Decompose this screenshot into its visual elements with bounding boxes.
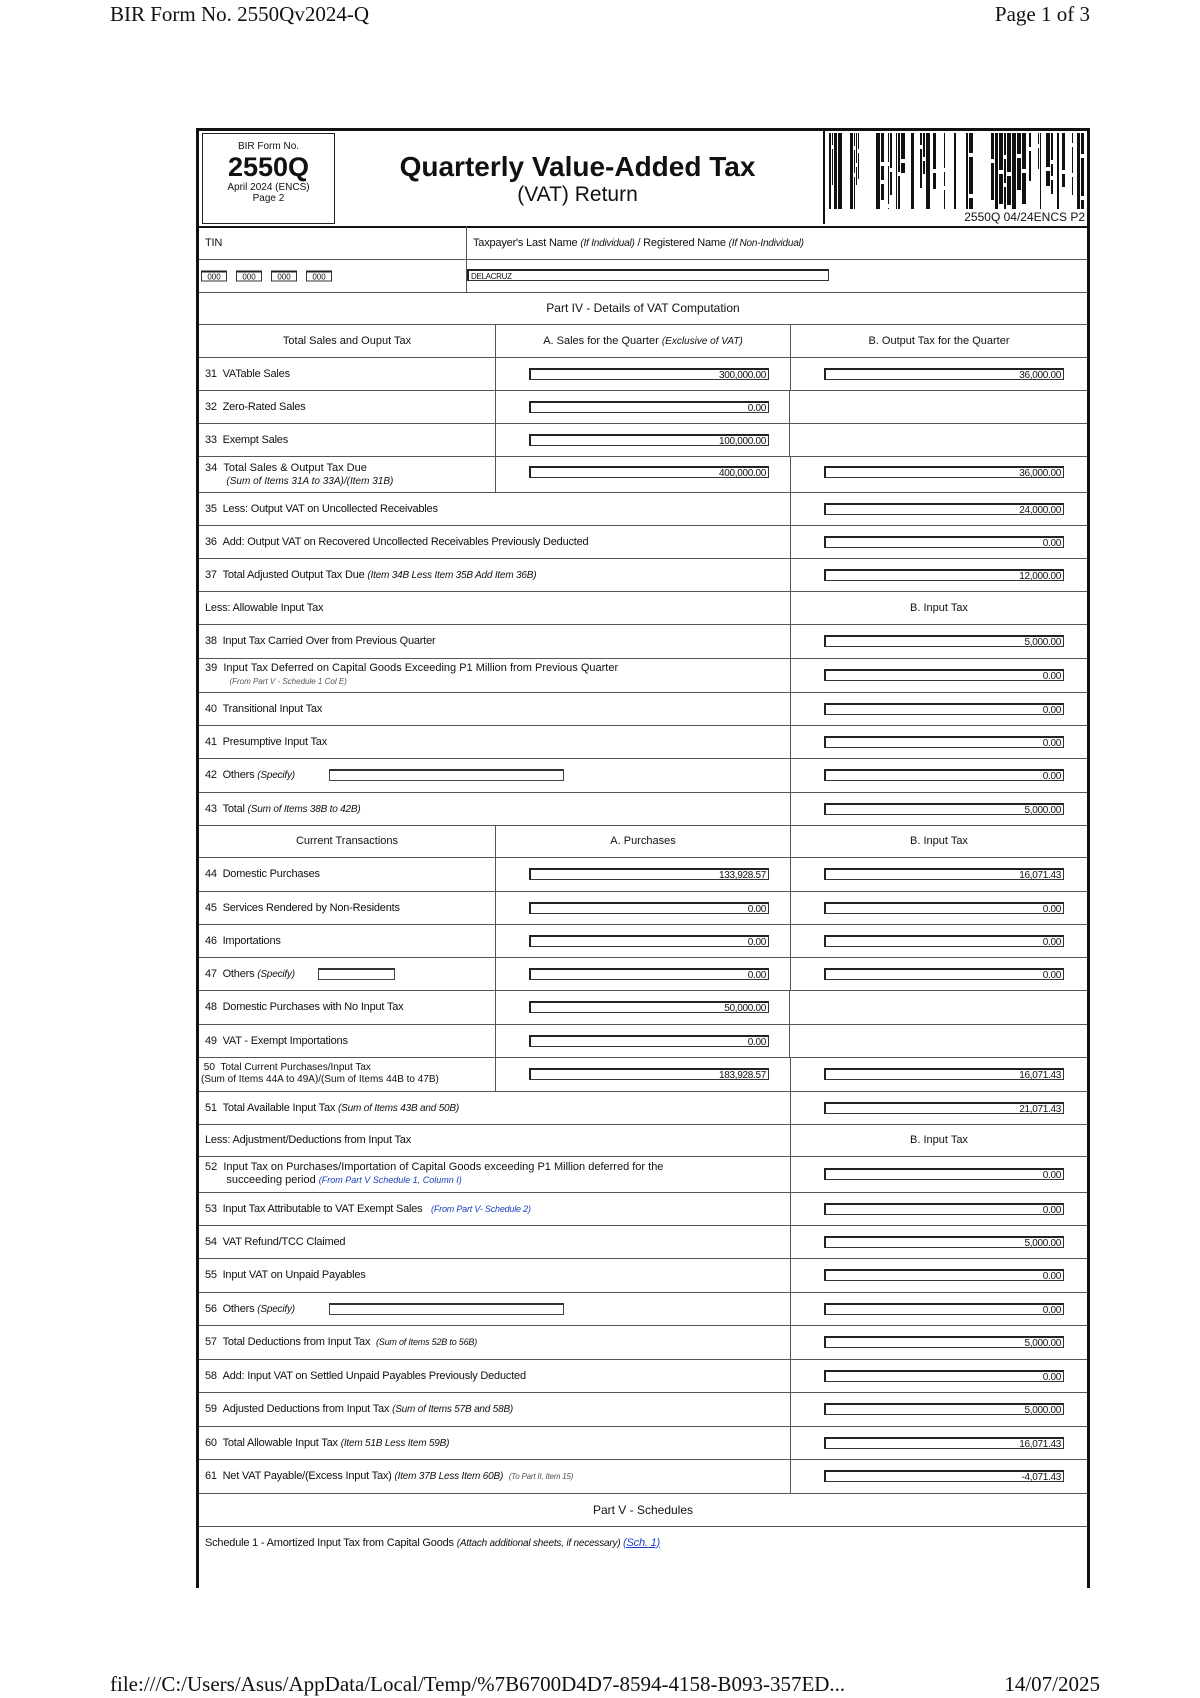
item-60-no: 60 — [205, 1436, 217, 1449]
item-45-row — [199, 891, 1087, 925]
item-48-label — [205, 1001, 403, 1013]
item-56-label — [205, 1303, 295, 1315]
item-38-row — [199, 624, 1087, 659]
item-33-text: Exempt Sales — [222, 433, 289, 446]
item-52-text2: succeeding period — [226, 1174, 319, 1186]
item-58b-field[interactable]: 0.00 — [824, 1370, 1064, 1382]
page-number: Page 1 of 3 — [994, 2, 1090, 26]
item-50-row — [199, 1057, 1087, 1092]
item-37-row — [199, 558, 1087, 592]
item-51b-field[interactable]: 21,071.43 — [824, 1102, 1064, 1114]
allowable-header-row — [199, 591, 1087, 625]
item-56b-field[interactable]: 0.00 — [824, 1303, 1064, 1315]
item-36-row — [199, 525, 1087, 559]
item-36-no: 36 — [205, 535, 217, 548]
item-60-text: Total Allowable Input Tax — [222, 1436, 341, 1449]
file-path: file:///C:/Users/Asus/AppData/Local/Temp/%7B6700D4D7-8594-4158-B093-357ED... — [110, 1672, 846, 1696]
item-39-no: 39 — [205, 662, 218, 674]
item-61-sub: (Item 37B Less Item 60B) — [394, 1471, 504, 1482]
item-46-no: 46 — [205, 934, 217, 947]
item-32-label — [205, 401, 306, 413]
item-46-row — [199, 924, 1087, 958]
item-57-sub: (Sum of Items 52B to 56B) — [375, 1337, 478, 1347]
item-50a-field[interactable]: 183,928.57 — [529, 1068, 769, 1080]
schedule1-link[interactable]: (Sch. 1) — [623, 1536, 660, 1549]
item-47-text: Others — [222, 967, 258, 980]
item-39b-field[interactable]: 0.00 — [824, 669, 1064, 681]
item-44-row — [199, 857, 1087, 892]
item-59-text: Adjusted Deductions from Input Tax — [222, 1403, 393, 1415]
item-57-no: 57 — [205, 1336, 217, 1348]
name-label-c: / Registered Name — [634, 236, 729, 249]
item-31a-field[interactable]: 300,000.00 — [529, 368, 769, 380]
item-40-no: 40 — [205, 702, 217, 715]
item-57-text: Total Deductions from Input Tax — [222, 1336, 374, 1348]
form-edition: April 2024 (ENCS) — [227, 182, 310, 193]
item-59-sub: (Sum of Items 57B and 58B) — [392, 1404, 514, 1415]
item-53-text: Input Tax Attributable to VAT Exempt Sales — [222, 1202, 426, 1215]
form-title: Quarterly Value-Added Tax — [399, 151, 756, 182]
item-35-label — [205, 503, 438, 515]
item-36-label — [205, 536, 588, 548]
item-50-text: Total Current Purchases/Input Tax — [220, 1062, 371, 1073]
item-60b-field[interactable]: 16,071.43 — [824, 1437, 1064, 1449]
adjust-header-row — [199, 1124, 1087, 1157]
form-header — [199, 131, 1087, 228]
item-46a-field[interactable]: 0.00 — [529, 935, 769, 947]
item-32a-field[interactable]: 0.00 — [529, 401, 769, 413]
item-43-label — [205, 803, 360, 815]
schedule1-label — [205, 1537, 660, 1549]
item-51-no: 51 — [205, 1101, 217, 1114]
item-40b-field[interactable]: 0.00 — [824, 703, 1064, 715]
item-37-no: 37 — [205, 568, 217, 581]
item-54-text: VAT Refund/TCC Claimed — [222, 1235, 346, 1248]
input-tax-header-1: B. Input Tax — [910, 601, 968, 614]
item-37-text: Total Adjusted Output Tax Due — [222, 568, 368, 581]
item-47-row — [199, 957, 1087, 991]
item-56-row — [199, 1292, 1087, 1326]
item-37-label — [205, 569, 536, 581]
item-60-label — [205, 1437, 449, 1449]
item-47b-field[interactable]: 0.00 — [824, 968, 1064, 980]
item-45b-field[interactable]: 0.00 — [824, 902, 1064, 914]
item-48-row — [199, 990, 1087, 1025]
col-header-output-tax: B. Output Tax for the Quarter — [868, 334, 1010, 347]
item-50-label — [201, 1062, 439, 1086]
item-58-row — [199, 1359, 1087, 1393]
item-45a-field[interactable]: 0.00 — [529, 902, 769, 914]
item-52-text: Input Tax on Purchases/Importation of Capital Goods exceeding P1 Million deferred for the — [223, 1161, 664, 1173]
item-53-no: 53 — [205, 1202, 217, 1215]
item-41-label — [205, 736, 327, 748]
item-34-label — [205, 462, 393, 488]
item-43b-field[interactable]: 5,000.00 — [824, 803, 1064, 815]
item-60-row — [199, 1426, 1087, 1460]
item-35-row — [199, 492, 1087, 526]
item-53-label — [205, 1203, 531, 1215]
item-54-no: 54 — [205, 1235, 217, 1248]
item-31-text: VATable Sales — [222, 367, 290, 380]
tin-field — [199, 259, 466, 292]
schedule1-sub: (Attach additional sheets, if necessary) — [456, 1537, 624, 1549]
item-46-label — [205, 935, 281, 947]
item-32-no: 32 — [205, 400, 217, 413]
item-37b-field[interactable]: 12,000.00 — [824, 569, 1064, 581]
item-58-text: Add: Input VAT on Settled Unpaid Payables Previously Deducted — [222, 1369, 526, 1382]
item-32-text: Zero-Rated Sales — [222, 400, 306, 413]
item-50b-field[interactable]: 16,071.43 — [824, 1068, 1064, 1080]
item-31-label — [205, 368, 290, 380]
item-34a-field[interactable]: 400,000.00 — [529, 466, 769, 478]
item-48-no: 48 — [205, 1001, 217, 1013]
tin-part-4[interactable]: 000 — [306, 270, 332, 281]
item-39-text: Input Tax Deferred on Capital Goods Exceeding P1 Million from Previous Quarter — [223, 662, 619, 674]
item-59-label — [205, 1403, 513, 1415]
item-36b-field[interactable]: 0.00 — [824, 536, 1064, 548]
item-40-label — [205, 703, 322, 715]
item-56-text: Others — [222, 1302, 258, 1315]
item-34-sub: (Sum of Items 31A to 33A)/(Item 31B) — [226, 476, 394, 487]
page-header — [110, 0, 1090, 30]
page-footer — [110, 1672, 1100, 1698]
registered-name-field[interactable]: DELACRUZ — [467, 269, 829, 281]
item-41-text: Presumptive Input Tax — [222, 735, 327, 748]
col-header-sales-a: A. Sales for the Quarter — [543, 334, 662, 347]
item-31-no: 31 — [205, 367, 217, 380]
form-number-box — [202, 133, 335, 224]
bir-form — [196, 128, 1090, 1588]
item-42-label — [205, 769, 295, 781]
item-58-label — [205, 1370, 526, 1382]
item-52-no: 52 — [205, 1161, 218, 1173]
item-44-label — [205, 868, 320, 880]
item-56-sub: (Specify) — [257, 1303, 295, 1315]
item-55-label — [205, 1269, 366, 1281]
item-61-text: Net VAT Payable/(Excess Input Tax) — [222, 1470, 395, 1482]
item-51-row — [199, 1091, 1087, 1125]
item-34b-field[interactable]: 36,000.00 — [824, 466, 1064, 478]
item-52-link[interactable]: (From Part V Schedule 1, Column I) — [318, 1175, 462, 1185]
sales-header-row — [199, 324, 1087, 358]
item-61-row — [199, 1459, 1087, 1494]
item-57-row — [199, 1325, 1087, 1360]
schedule1-text: Schedule 1 - Amortized Input Tax from Capital Goods — [205, 1536, 457, 1549]
item-39-note: (From Part V - Schedule 1 Col E) — [229, 677, 347, 686]
item-34-text: Total Sales & Output Tax Due — [223, 462, 367, 474]
item-47-label — [205, 968, 295, 980]
item-55-row — [199, 1258, 1087, 1293]
item-52-label — [205, 1161, 663, 1187]
form-page: Page 2 — [252, 193, 285, 204]
item-43-row — [199, 792, 1087, 826]
taxpayer-name-label — [473, 237, 804, 249]
item-52-row — [199, 1156, 1087, 1193]
item-49a-field[interactable]: 0.00 — [529, 1035, 769, 1047]
item-51-text: Total Available Input Tax — [222, 1101, 339, 1114]
taxpayer-value-row — [199, 259, 1087, 293]
print-date: 14/07/2025 — [1004, 1672, 1100, 1696]
item-42-sub: (Specify) — [257, 770, 295, 781]
item-43-no: 43 — [205, 802, 217, 815]
barcode-code: 2550Q 04/24ENCS P2 — [964, 210, 1085, 224]
col-header-total-sales: Total Sales and Ouput Tax — [282, 334, 412, 347]
barcode-icon — [829, 133, 1085, 211]
current-transactions-header: Current Transactions — [295, 835, 399, 847]
item-48-text: Domestic Purchases with No Input Tax — [222, 1001, 404, 1013]
item-44b-field[interactable]: 16,071.43 — [824, 868, 1064, 880]
item-47-specify-field[interactable] — [318, 968, 395, 980]
bir-form-no-label: BIR Form No. — [237, 141, 300, 152]
name-label-b: (If Individual) — [580, 237, 635, 249]
part5-title-row — [199, 1493, 1087, 1527]
item-41-no: 41 — [205, 735, 217, 748]
item-58-no: 58 — [205, 1369, 217, 1382]
item-39-label — [205, 662, 618, 688]
part5-title: Part V - Schedules — [592, 1502, 694, 1517]
item-38b-field[interactable]: 5,000.00 — [824, 635, 1064, 647]
item-39-row — [199, 658, 1087, 693]
current-header-row — [199, 825, 1087, 858]
taxpayer-label-row — [199, 226, 1087, 260]
allowable-header: Less: Allowable Input Tax — [205, 601, 324, 614]
item-35-no: 35 — [205, 502, 217, 515]
item-35b-field[interactable]: 24,000.00 — [824, 503, 1064, 515]
tin-part-3[interactable]: 000 — [271, 270, 297, 281]
item-49-no: 49 — [205, 1034, 217, 1047]
item-61-note: (To Part II, Item 15) — [508, 1472, 574, 1481]
item-55b-field[interactable]: 0.00 — [824, 1269, 1064, 1281]
item-38-text: Input Tax Carried Over from Previous Quarter — [222, 635, 436, 647]
item-53-link[interactable]: (From Part V- Schedule 2) — [431, 1203, 531, 1214]
name-label-d: (If Non-Individual) — [728, 237, 804, 249]
purchases-header: A. Purchases — [610, 835, 676, 847]
item-31-row — [199, 357, 1087, 391]
item-47-sub: (Specify) — [257, 968, 295, 980]
barcode — [823, 131, 1089, 224]
item-33a-field[interactable]: 100,000.00 — [529, 434, 769, 446]
part4-title: Part IV - Details of VAT Computation — [546, 301, 740, 315]
schedule1-row — [199, 1526, 1087, 1559]
item-40-text: Transitional Input Tax — [222, 702, 323, 715]
item-41-row — [199, 725, 1087, 759]
item-57b-field[interactable]: 5,000.00 — [824, 1336, 1064, 1348]
item-47a-field[interactable]: 0.00 — [529, 968, 769, 980]
tin-label: TIN — [205, 236, 223, 249]
adjust-header: Less: Adjustment/Deductions from Input Tax — [205, 1134, 412, 1146]
item-44a-field[interactable]: 133,928.57 — [529, 868, 769, 880]
item-42-specify-field[interactable] — [329, 769, 564, 781]
item-42-row — [199, 758, 1087, 793]
item-44-no: 44 — [205, 868, 217, 880]
item-52b-field[interactable]: 0.00 — [824, 1168, 1064, 1180]
form-version-label: BIR Form No. 2550Qv2024-Q — [110, 2, 370, 26]
name-label-a: Taxpayer's Last Name — [473, 236, 581, 249]
item-42-text: Others — [222, 769, 258, 781]
item-57-label — [205, 1336, 477, 1348]
item-33-no: 33 — [205, 433, 217, 446]
item-31b-field[interactable]: 36,000.00 — [824, 368, 1064, 380]
tin-part-1[interactable]: 000 — [201, 270, 227, 281]
item-49-row — [199, 1024, 1087, 1058]
item-54-row — [199, 1225, 1087, 1259]
item-50-sub: (Sum of Items 44A to 49A)/(Sum of Items 44B to 47B) — [201, 1074, 439, 1085]
item-46b-field[interactable]: 0.00 — [824, 935, 1064, 947]
item-45-label — [205, 902, 400, 914]
col-header-sales-b: (Exclusive of VAT) — [661, 335, 743, 347]
item-53b-field[interactable]: 0.00 — [824, 1203, 1064, 1215]
item-49-text: VAT - Exempt Importations — [222, 1034, 348, 1047]
item-50-no: 50 — [203, 1062, 215, 1073]
item-59-row — [199, 1392, 1087, 1427]
item-46-text: Importations — [222, 934, 281, 947]
item-61-no: 61 — [205, 1470, 217, 1482]
item-56-specify-field[interactable] — [329, 1303, 564, 1315]
input-tax-header-3: B. Input Tax — [910, 1134, 968, 1146]
item-54b-field[interactable]: 5,000.00 — [824, 1236, 1064, 1248]
part4-title-row — [199, 292, 1087, 325]
form-title-box — [336, 133, 819, 222]
item-37-sub: (Item 34B Less Item 35B Add Item 36B) — [367, 569, 537, 581]
item-59b-field[interactable]: 5,000.00 — [824, 1403, 1064, 1415]
form-number: 2550Q — [227, 152, 310, 182]
item-42-no: 42 — [205, 769, 217, 781]
item-55-text: Input VAT on Unpaid Payables — [222, 1269, 366, 1281]
item-45-no: 45 — [205, 901, 217, 914]
item-35-text: Less: Output VAT on Uncollected Receivables — [222, 502, 438, 515]
item-42b-field[interactable]: 0.00 — [824, 769, 1064, 781]
form-subtitle: (VAT) Return — [517, 183, 638, 206]
item-43-sub: (Sum of Items 38B to 42B) — [247, 803, 361, 815]
item-51-label — [205, 1102, 459, 1114]
item-38-label — [205, 635, 435, 647]
tin-part-2[interactable]: 000 — [236, 270, 262, 281]
item-56-no: 56 — [205, 1302, 217, 1315]
item-33-row — [199, 423, 1087, 457]
input-tax-header-2: B. Input Tax — [910, 835, 968, 847]
item-40-row — [199, 692, 1087, 726]
col-header-sales-quarter — [496, 335, 790, 347]
item-61-label — [205, 1470, 573, 1482]
item-34-row — [199, 456, 1087, 493]
item-41b-field[interactable]: 0.00 — [824, 736, 1064, 748]
item-43-text: Total — [222, 802, 248, 815]
item-36-text: Add: Output VAT on Recovered Uncollected Receivables Previously Deducted — [222, 535, 589, 548]
item-44-text: Domestic Purchases — [222, 868, 320, 880]
item-54-label — [205, 1236, 345, 1248]
item-51-sub: (Sum of Items 43B and 50B) — [338, 1102, 460, 1114]
item-49-label — [205, 1035, 348, 1047]
item-60-sub: (Item 51B Less Item 59B) — [340, 1437, 450, 1449]
item-55-no: 55 — [205, 1269, 217, 1281]
item-48a-field[interactable]: 50,000.00 — [529, 1001, 769, 1013]
item-59-no: 59 — [205, 1403, 217, 1415]
item-32-row — [199, 390, 1087, 424]
item-53-row — [199, 1192, 1087, 1226]
item-38-no: 38 — [205, 635, 217, 647]
item-34-no: 34 — [205, 462, 218, 474]
item-61b-field[interactable]: -4,071.43 — [824, 1470, 1064, 1482]
item-45-text: Services Rendered by Non-Residents — [222, 901, 400, 914]
item-33-label — [205, 434, 288, 446]
item-47-no: 47 — [205, 967, 217, 980]
